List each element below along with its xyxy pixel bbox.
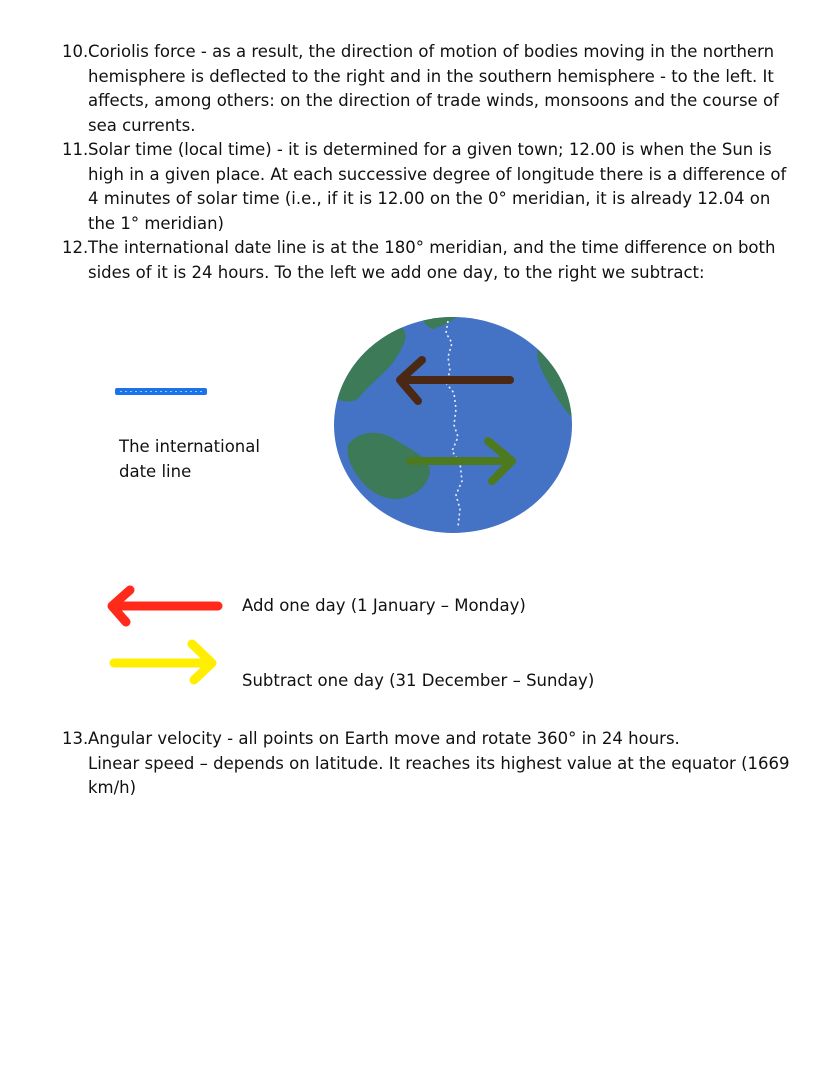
item-number: 10. (62, 42, 89, 61)
list-item-13 (62, 727, 792, 801)
item-number: 11. (62, 140, 89, 159)
linear-speed-text: Linear speed – depends on latitude. It reaches its highest value at the equator (1669 km/h) (88, 753, 790, 797)
date-line-key-swatch (110, 384, 210, 400)
globe-diagram (330, 313, 576, 537)
angular-velocity-text: Angular velocity - all points on Earth move and rotate 360° in 24 hours. (88, 729, 680, 748)
list-item-10 (62, 40, 792, 138)
legend-red-arrow-icon (100, 584, 226, 628)
list-item-12 (62, 236, 792, 285)
legend-subtract-day-label: Subtract one day (31 December – Sunday) (242, 671, 595, 690)
item-text: Solar time (local time) - it is determined for a given town; 12.00 is when the Sun is high in a given place. At each successive degree of longitude there is a difference of 4 minutes of solar time (i.e., if it is 12.00 on the 0° meridian, it is already 12.04 on the 1° meridian) (88, 140, 787, 233)
date-line-label: The international date line (119, 437, 260, 481)
list-item-11 (62, 138, 792, 236)
legend-add-day-label: Add one day (1 January – Monday) (242, 596, 526, 615)
item-text: The international date line is at the 180° meridian, and the time difference on both sides of it is 24 hours. To the left we add one day, to the right we subtract: (88, 238, 776, 282)
item-number: 12. (62, 238, 89, 257)
item-text: Coriolis force - as a result, the direction of motion of bodies moving in the northern hemisphere is deflected to the right and in the southern hemisphere - to the left. It affects, among others: on the direction of trade winds, monsoons and the course of sea currents. (88, 42, 779, 135)
legend-yellow-arrow-icon (106, 636, 224, 686)
item-number: 13. (62, 729, 89, 748)
